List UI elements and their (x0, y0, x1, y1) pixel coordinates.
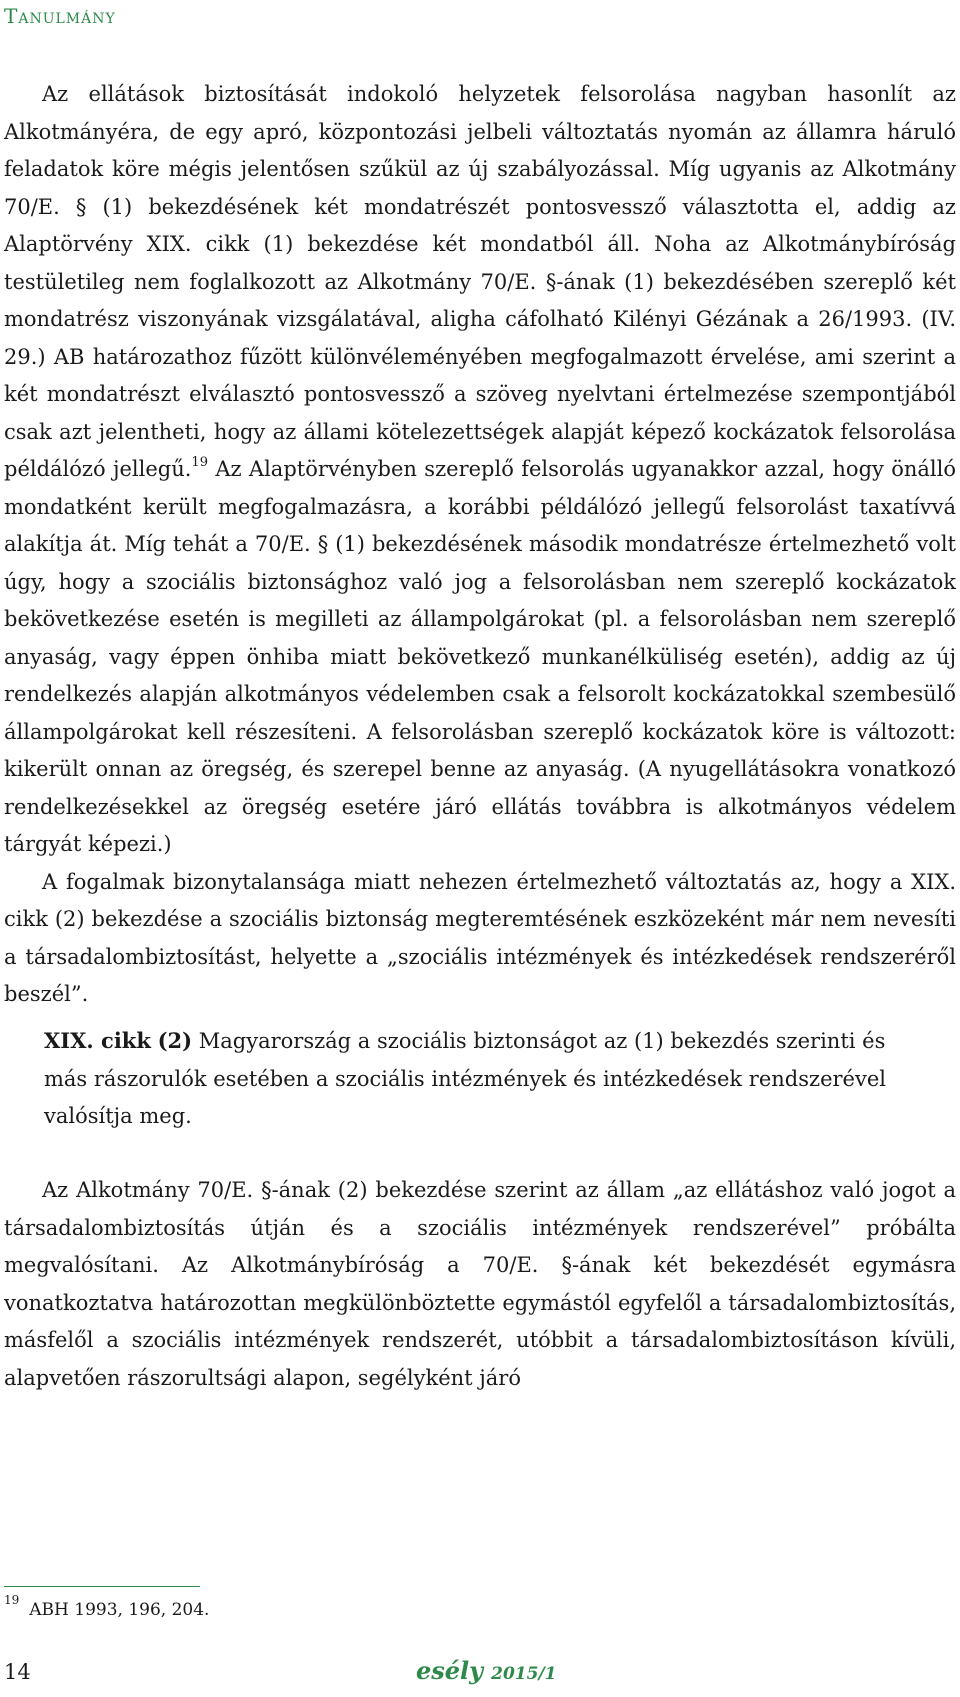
quote-article: XIX. cikk (44, 1028, 151, 1053)
quote-text: Magyarország a szociális biztonságot az (1) bekezdés szerinti és más rászorulók esetében a szociális intézmények és intézkedések rendszerével valósítja meg. (44, 1029, 886, 1128)
journal-title (416, 1656, 556, 1685)
paragraph-1-part-a: Az ellátások biztosítását indokoló helyzetek felsorolása nagyban hasonlít az Alkotmányéra, de egy apró, központozási jelbeli változtatás nyomán az államra háruló feladatok köre mégis jelentősen szűkül az új szabályozással. Míg ugyanis az Alkotmány 70/E. § (1) bekezdésének két mondatrészét pontosvessző választotta el, addig az Alaptörvény XIX. cikk (1) bekezdése két mondatból áll. Noha az Alkotmánybíróság testületileg nem foglalkozott az Alkotmány 70/E. §-ának (1) bekezdésében szereplő két mondatrész viszonyának vizsgálatával, aligha cáfolható Kilényi Gézának a 26/1993. (IV. 29.) AB határozathoz fűzött különvéleményében megfogalmazott érvelése, ami szerint a két mondatrészt elválasztó pontosvessző a szöveg nyelvtani értelmezése szempontjából csak azt jelentheti, hogy az állami kötelezettségek alapját képező kockázatok felsorolása példálózó jellegű. (4, 82, 956, 481)
footnote-ref[interactable]: 19 (191, 455, 208, 470)
journal-name: esély (416, 1656, 484, 1685)
law-quote (44, 1022, 924, 1136)
quote-paragraph-number: (2) (157, 1028, 193, 1053)
footnote-number: 19 (4, 1593, 20, 1608)
paragraph-1 (4, 76, 956, 864)
footnote (4, 1593, 210, 1620)
article-body (4, 76, 956, 1014)
paragraph-2: A fogalmak bizonytalansága miatt nehezen értelmezhető változtatás az, hogy a XIX. cikk (2) bekezdése a szociális biztonság megteremtésének eszközeként már nem nevesíti a társadalombiztosítást, helyette a „szociális intézmények és intézkedések rendszeréről beszél”. (4, 869, 956, 1006)
footnote-text: ABH 1993, 196, 204. (29, 1600, 210, 1620)
page-number: 14 (4, 1660, 31, 1684)
footnote-divider (4, 1586, 200, 1587)
paragraph-1-part-b: Az Alaptörvényben szereplő felsorolás ugyanakkor azzal, hogy önálló mondatként került megfogalmazásra, a korábbi példálózó jellegű felsorolást taxatívvá alakítja át. Míg tehát a 70/E. § (1) bekezdésének második mondatrésze értelmezhető volt úgy, hogy a szociális biztonsághoz való jog a felsorolásban nem szereplő kockázatok bekövetkezése esetén is megilleti az állampolgárokat (pl. a felsorolásban nem szereplő anyaság, vagy éppen önhiba miatt bekövetkező munkanélküliség esetén), addig az új rendelkezés alapján alkotmányos védelemben csak a felsorolt kockázatokkal szembesülő állampolgárokat kell részesíteni. A felsorolásban szereplő kockázatok köre is változott: kikerült onnan az öregség, és szerepel benne az anyaság. (A nyugellátásokra vonatkozó rendelkezésekkel az öregség esetére járó ellátás továbbra is alkotmányos védelem tárgyát képezi.) (4, 457, 956, 856)
section-label: Tanulmány (4, 4, 116, 28)
paragraph-3: Az Alkotmány 70/E. §-ának (2) bekezdése szerint az állam „az ellátáshoz való jogot a társadalombiztosítás útján és a szociális intézmények rendszerével” próbálta megvalósítani. Az Alkotmánybíróság a 70/E. §-ának két bekezdését egymásra vonatkoztatva határozottan megkülönböztette egymástól egyfelől a társadalombiztosítás, másfelől a szociális intézmények rendszerét, utóbbit a társadalombiztosításon kívüli, alapvetően rászorultsági alapon, segélyként járó (4, 1178, 956, 1390)
journal-issue: 2015/1 (491, 1664, 557, 1684)
article-body-continued (4, 1172, 956, 1397)
